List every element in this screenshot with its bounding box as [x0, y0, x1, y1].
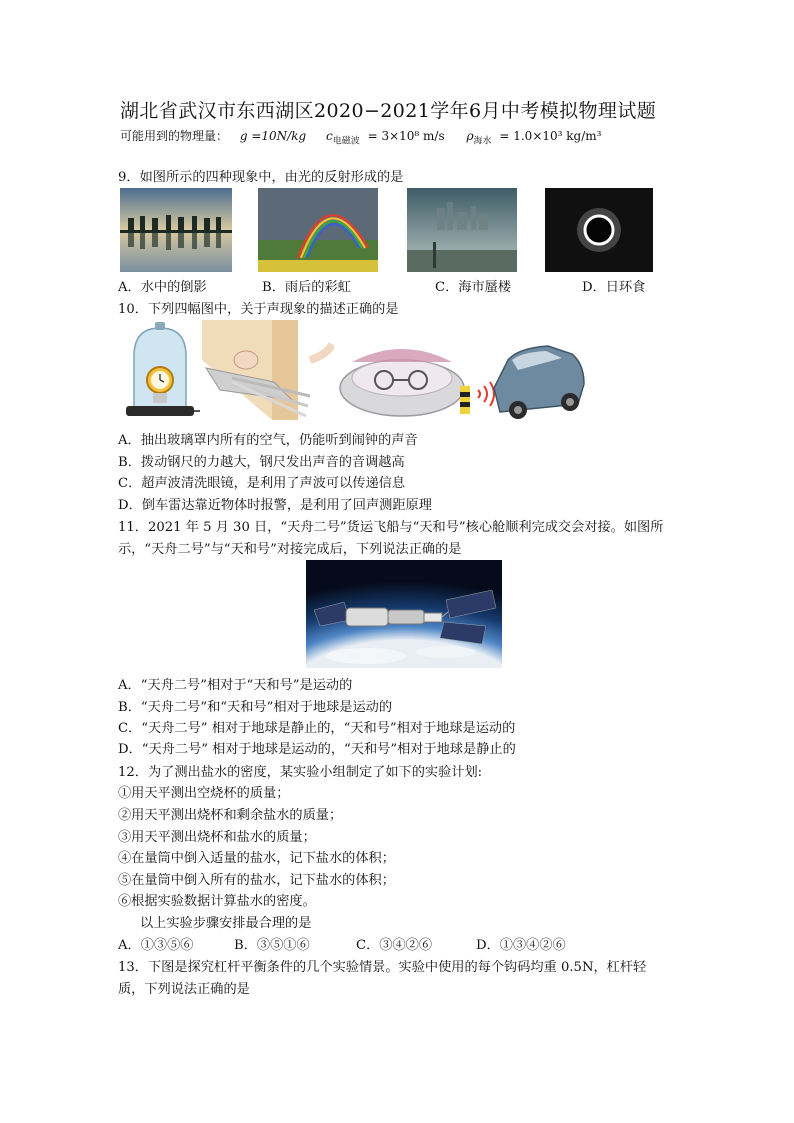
q12-step: ③用天平测出烧杯和盐水的质量； — [118, 830, 316, 845]
q12-step: ④在量筒中倒入适量的盐水，记下盐水的体积； — [118, 851, 395, 866]
reflection-photo — [120, 188, 232, 272]
constant-c-subscript: 电磁波 — [332, 136, 360, 147]
q12-prompt: 以上实验步骤安排最合理的是 — [140, 916, 312, 931]
constants-label: 可能用到的物理量： — [120, 129, 229, 143]
q11-option-c: C．“天舟二号” 相对于地球是静止的，“天和号”相对于地球是运动的 — [118, 721, 516, 736]
q10-option-b: B．拨动钢尺的力越大，钢尺发出声音的音调越高 — [118, 455, 405, 470]
constant-g: g =10N/kg — [239, 129, 307, 143]
constant-rho-subscript: 海水 — [473, 136, 492, 147]
q12-step: ⑤在量筒中倒入所有的盐水，记下盐水的体积； — [118, 873, 395, 888]
q10-option-a: A．抽出玻璃罩内所有的空气，仍能听到闹钟的声音 — [118, 433, 418, 448]
q9-option-b: B．雨后的彩虹 — [262, 280, 351, 295]
q13-stem-line-1: 13．下图是探究杠杆平衡条件的几个实验情景。实验中使用的每个钩码均重 0.5N，杠杆轻 — [118, 960, 647, 975]
page-title: 湖北省武汉市东西湖区2020−2021学年6月中考模拟物理试题 — [120, 100, 657, 122]
q12-option-b: B．③⑤①⑥ — [234, 938, 310, 953]
constant-c-value: = 3×10⁸ m/s — [367, 129, 445, 143]
q12-option-d: D．①③④②⑥ — [476, 938, 566, 953]
q12-step: ②用天平测出烧杯和剩余盐水的质量； — [118, 808, 343, 823]
vibrating-steel-ruler-image — [202, 320, 334, 420]
q12-step: ⑥根据实验数据计算盐水的密度。 — [118, 894, 316, 909]
q11-option-a: A．“天舟二号”相对于“天和号”是运动的 — [118, 678, 353, 693]
ultrasonic-cleaner-image — [336, 342, 468, 420]
q10-option-c: C．超声波清洗眼镜，是利用了声波可以传递信息 — [118, 476, 406, 491]
q11-option-d: D．“天舟二号” 相对于地球是运动的，“天和号”相对于地球是静止的 — [118, 742, 516, 757]
q12-option-a: A．①③⑤⑥ — [118, 938, 194, 953]
q12-stem: 12．为了测出盐水的密度，某实验小组制定了如下的实验计划: — [118, 765, 483, 780]
q11-stem-line-1: 11．2021 年 5 月 30 日，“天舟二号”货运飞船与“天和号”核心舱顺利完成交会对接。如图所 — [118, 520, 664, 535]
q12-option-c: C．③④②⑥ — [356, 938, 433, 953]
q9-option-d: D．日环食 — [582, 280, 646, 295]
constant-rho-value: = 1.0×10³ kg/m³ — [499, 129, 602, 143]
constants-line — [120, 127, 601, 146]
bell-jar-alarm-clock-image — [120, 320, 200, 420]
q10-stem: 10．下列四幅图中，关于声现象的描述正确的是 — [118, 302, 399, 317]
q11-option-b: B．“天舟二号”和“天和号”相对于地球是运动的 — [118, 700, 393, 715]
constant-c-symbol: c — [326, 129, 333, 143]
q10-option-d: D．倒车雷达靠近物体时报警，是利用了回声测距原理 — [118, 498, 432, 513]
q11-stem-line-2: 示，“天舟二号”与“天和号”对接完成后，下列说法正确的是 — [118, 542, 462, 557]
parking-radar-car-image — [458, 340, 588, 422]
mirage-photo — [407, 188, 517, 272]
q9-option-c: C．海市蜃楼 — [435, 280, 512, 295]
q9-option-a: A．水中的倒影 — [118, 280, 207, 295]
q12-step: ①用天平测出空烧杯的质量； — [118, 786, 290, 801]
q9-stem: 9．如图所示的四种现象中，由光的反射形成的是 — [118, 170, 404, 185]
rainbow-photo — [258, 188, 378, 272]
annular-eclipse-photo — [545, 188, 653, 272]
space-station-docking-image — [306, 560, 502, 668]
q13-stem-line-2: 质，下列说法正确的是 — [118, 982, 250, 997]
constant-rho-symbol: ρ — [466, 129, 474, 143]
